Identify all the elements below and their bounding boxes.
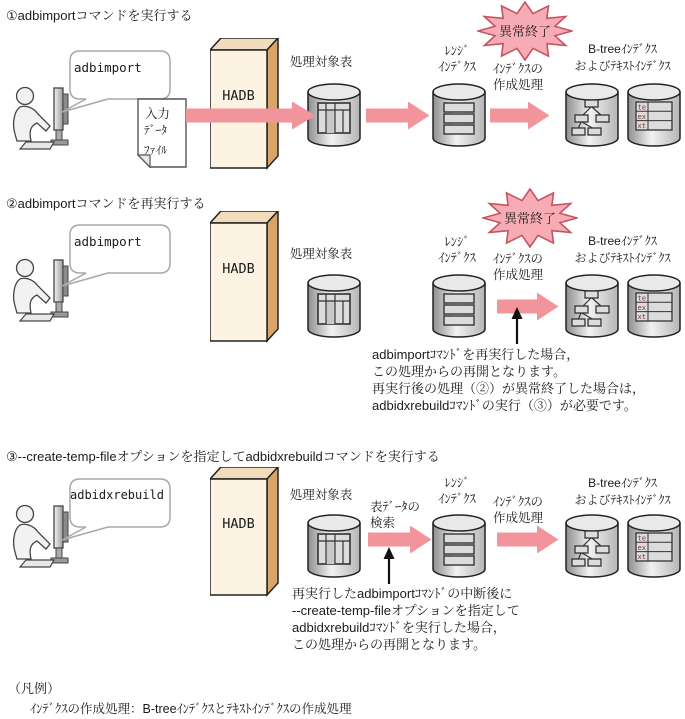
text-row-3: xt	[637, 553, 646, 562]
index-create-label: ｲﾝﾃﾞｸｽの 作成処理	[492, 62, 543, 92]
burst-label: 異常終了	[503, 210, 556, 226]
abnormal-end-burst	[477, 1, 573, 61]
flow-arrow	[497, 525, 559, 554]
text-row-2: ex	[637, 112, 646, 121]
range-index-label: ﾚﾝｼﾞ ｲﾝﾃﾞｸｽ	[438, 44, 476, 74]
text-row-1: te	[637, 103, 646, 112]
table-icon	[318, 103, 350, 133]
target-table-cylinder	[307, 274, 361, 338]
legend-body: ｲﾝﾃﾞｸｽの作成処理：B-treeｲﾝﾃﾞｸｽとﾃｷｽﾄｲﾝﾃﾞｸｽの作成処理	[30, 702, 352, 716]
section-2-header: ②adbimportコマンドを再実行する	[6, 196, 206, 211]
text-row-2: ex	[637, 303, 646, 312]
input-file-line3: ﾌｧｲﾙ	[144, 145, 167, 157]
range-index-cylinder	[432, 83, 486, 147]
burst-label: 異常終了	[498, 23, 551, 39]
section-3-header: ③--create-temp-fileオプションを指定してadbidxrebuildコマンドを実行する	[6, 449, 440, 464]
text-row-3: xt	[637, 313, 646, 322]
range-index-label: ﾚﾝｼﾞ ｲﾝﾃﾞｸｽ	[438, 235, 476, 265]
text-index-cylinder	[627, 83, 681, 147]
resume-point-arrow	[382, 547, 396, 585]
hadb-label: HADB	[222, 261, 255, 277]
index-create-label: ｲﾝﾃﾞｸｽの 作成処理	[492, 252, 543, 282]
hadb-box	[210, 467, 280, 597]
command-label: adbimport	[74, 60, 142, 75]
section-3-note: 再実行したadbimportｺﾏﾝﾄﾞの中断後に --create-temp-fileオプションを指定して adbidxrebuildｺﾏﾝﾄﾞを実行した場合， この処理からの再開となります。	[292, 586, 520, 652]
btree-index-label: B-treeｲﾝﾃﾞｸｽ およびﾃｷｽﾄｲﾝﾃﾞｸｽ	[574, 42, 671, 73]
btree-index-label: B-treeｲﾝﾃﾞｸｽ およびﾃｷｽﾄｲﾝﾃﾞｸｽ	[574, 476, 671, 507]
text-index-table-icon	[636, 102, 672, 130]
target-table-label: 処理対象表	[289, 247, 353, 261]
text-row-1: te	[637, 534, 646, 543]
table-search-label: 表ﾃﾞｰﾀの 検索	[370, 500, 421, 530]
text-index-table-icon	[636, 293, 672, 321]
hadb-label: HADB	[222, 516, 255, 532]
text-row-1: te	[637, 294, 646, 303]
range-index-cylinder	[432, 514, 486, 578]
text-row-2: ex	[637, 543, 646, 552]
range-rows-icon	[444, 534, 474, 565]
hadb-box	[210, 211, 280, 343]
text-row-3: xt	[637, 122, 646, 131]
flow-arrow	[497, 292, 559, 321]
import-flow-arrow	[186, 101, 316, 130]
range-rows-icon	[444, 103, 474, 134]
target-table-label: 処理対象表	[289, 55, 353, 69]
command-label: adbimport	[74, 234, 142, 249]
index-create-label: ｲﾝﾃﾞｸｽの 作成処理	[492, 495, 543, 525]
table-icon	[318, 294, 350, 324]
hadb-label: HADB	[222, 88, 255, 104]
flow-arrow	[368, 525, 432, 554]
command-label: adbidxrebuild	[70, 488, 164, 502]
section-1-header: ①adbimportコマンドを実行する	[6, 8, 193, 23]
flow-arrow	[490, 101, 550, 130]
input-file-line1: 入力	[145, 107, 171, 121]
btree-cylinder	[565, 274, 619, 338]
target-table-cylinder	[307, 514, 361, 578]
btree-cylinder	[565, 514, 619, 578]
text-index-cylinder	[627, 274, 681, 338]
range-index-cylinder	[432, 274, 486, 338]
btree-index-label: B-treeｲﾝﾃﾞｸｽ およびﾃｷｽﾄｲﾝﾃﾞｸｽ	[574, 234, 671, 265]
resume-point-arrow	[510, 307, 524, 345]
flow-arrow	[366, 101, 430, 130]
table-icon	[318, 534, 350, 564]
range-index-label: ﾚﾝｼﾞ ｲﾝﾃﾞｸｽ	[438, 476, 476, 506]
target-table-label: 処理対象表	[289, 488, 353, 502]
text-index-table-icon	[636, 533, 672, 561]
legend-title: （凡例）	[8, 681, 61, 696]
input-file-line2: ﾃﾞｰﾀ	[144, 125, 167, 137]
section-2-note: adbimportｺﾏﾝﾄﾞを再実行した場合， この処理からの再開となります。 再実行後の処理（②）が異常終了した場合は， adbidxrebuildｺﾏﾝﾄﾞの実行（③）が必要です。	[372, 347, 646, 413]
btree-cylinder	[565, 83, 619, 147]
range-rows-icon	[444, 294, 474, 325]
text-index-cylinder	[627, 514, 681, 578]
